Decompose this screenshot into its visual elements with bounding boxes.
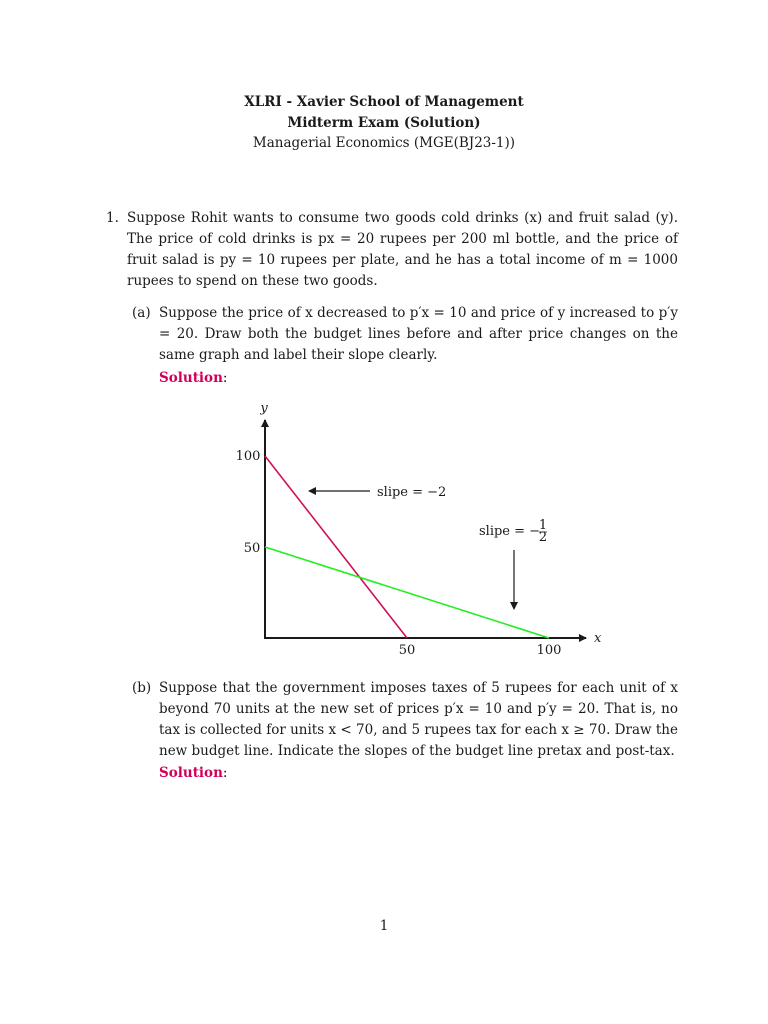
course-name: Managerial Economics (MGE(BJ23-1)) <box>252 135 516 151</box>
exam-title: Midterm Exam (Solution) <box>287 115 481 131</box>
part-b-text: Suppose that the government imposes taxes of 5 rupees for each unit of x beyond 70 units at the new set of prices p′x = 10 and p′y = 20. That is, no tax is collected for units x < 70, and 5 rupees tax for each x ≥ 70. Draw the new budget line. Indicate the slopes of the budget line pretax and post-tax. <box>159 680 678 759</box>
part-a-marker: (a) <box>132 305 151 321</box>
slope-label-steep: slipe = −2 <box>377 485 447 500</box>
y-tick-100: 100 <box>235 449 261 464</box>
budget-line-new <box>265 547 549 638</box>
slope-label-flat: slipe = − <box>479 524 541 539</box>
x-tick-100: 100 <box>536 643 562 658</box>
budget-line-original <box>265 456 407 638</box>
part-a-text: Suppose the price of x decreased to p′x = 10 and price of y increased to p′y = 20. Draw both the budget lines before and after price changes on the same graph and label their slope clearly. <box>159 305 678 363</box>
question-number: 1. <box>106 210 119 226</box>
page-number: 1 <box>379 918 389 934</box>
y-axis-label: y <box>260 401 268 416</box>
y-tick-50: 50 <box>243 541 261 556</box>
question-text: Suppose Rohit wants to consume two goods cold drinks (x) and fruit salad (y). The price of cold drinks is px = 20 rupees per 200 ml bottle, and the price of fruit salad is py = 10 rupees per plate, and he has a total income of m = 1000 rupees to spend on these two goods. <box>127 210 678 289</box>
x-axis-label: x <box>594 631 602 646</box>
slope-fraction-denominator: 2 <box>538 530 548 545</box>
part-b-marker: (b) <box>132 680 152 696</box>
slope-fraction-numerator: 1 <box>538 518 548 533</box>
part-b-solution-label: Solution: <box>159 765 228 781</box>
x-tick-50: 50 <box>398 643 416 658</box>
part-a-solution-label: Solution: <box>159 370 228 386</box>
school-name: XLRI - Xavier School of Management <box>244 94 524 110</box>
